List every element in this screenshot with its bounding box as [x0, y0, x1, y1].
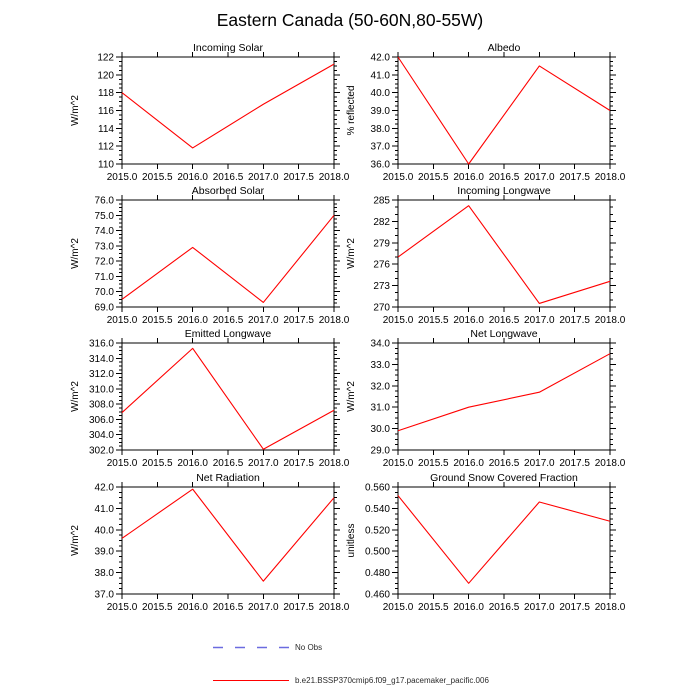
- y-tick-label: 30.0: [370, 424, 390, 436]
- y-tick-label: 41.0: [370, 70, 390, 82]
- axis-ticks: [116, 338, 340, 455]
- y-tick-label: 273: [373, 281, 390, 293]
- chart-title: Net Longwave: [470, 328, 538, 340]
- plot-border: [122, 343, 334, 450]
- y-tick-label: 32.0: [370, 381, 390, 393]
- y-tick-label: 0.560: [364, 482, 390, 494]
- y-tick-label: 75.0: [94, 210, 114, 222]
- chart-title: Albedo: [487, 42, 521, 54]
- y-tick-label: 38.0: [370, 123, 390, 135]
- y-tick-label: 282: [373, 216, 390, 228]
- y-tick-label: 71.0: [94, 271, 114, 283]
- chart-title: Net Radiation: [196, 472, 260, 484]
- chart-title: Absorbed Solar: [191, 185, 265, 197]
- legend-entry-no-obs: [213, 643, 322, 652]
- axis-ticks: [392, 338, 616, 455]
- y-tick-label: 74.0: [94, 226, 114, 238]
- x-tick-label: 2018.0: [594, 172, 626, 183]
- y-tick-label: 118: [98, 88, 114, 100]
- y-tick-label: 33.0: [370, 359, 390, 371]
- x-tick-label: 2017.5: [283, 602, 314, 613]
- y-tick-label: 276: [373, 259, 390, 271]
- x-tick-label: 2017.5: [283, 458, 314, 469]
- chart-title: Ground Snow Covered Fraction: [430, 472, 578, 484]
- series-line: [398, 354, 610, 431]
- y-tick-label: 310.0: [88, 384, 114, 396]
- y-tick-label: 76.0: [94, 195, 114, 207]
- y-tick-label: 110: [98, 159, 114, 171]
- y-tick-label: 312.0: [88, 369, 114, 381]
- chart-net-longwave: [346, 328, 626, 469]
- series-line: [398, 206, 610, 304]
- x-tick-label: 2017.5: [559, 172, 590, 183]
- series-line: [398, 57, 610, 164]
- x-tick-label: 2016.0: [177, 602, 208, 613]
- x-tick-label: 2015.5: [142, 172, 173, 183]
- x-tick-label: 2017.5: [559, 315, 590, 326]
- x-tick-label: 2016.0: [453, 172, 484, 183]
- x-tick-label: 2015.5: [418, 458, 449, 469]
- y-tick-label: 37.0: [370, 141, 390, 153]
- y-tick-label: 302.0: [88, 445, 114, 457]
- x-tick-label: 2016.5: [212, 602, 244, 613]
- x-tick-label: 2016.5: [212, 315, 244, 326]
- y-tick-label: 314.0: [88, 353, 114, 365]
- y-tick-label: 41.0: [94, 503, 114, 515]
- x-tick-label: 2016.5: [212, 458, 244, 469]
- chart-incoming-longwave: [346, 185, 626, 326]
- x-tick-label: 2015.5: [142, 458, 173, 469]
- y-axis-label: W/m^2: [70, 381, 81, 412]
- y-axis-label: % reflected: [346, 85, 357, 136]
- y-axis-label: W/m^2: [346, 238, 357, 269]
- x-tick-label: 2016.0: [453, 602, 484, 613]
- x-tick-label: 2015.5: [418, 602, 449, 613]
- x-tick-label: 2018.0: [594, 315, 626, 326]
- y-tick-label: 0.480: [364, 568, 390, 580]
- y-tick-label: 0.520: [364, 525, 390, 537]
- x-tick-label: 2017.0: [248, 602, 279, 613]
- x-tick-label: 2018.0: [318, 458, 350, 469]
- chart-ground-snow-covered-fraction: [346, 472, 626, 613]
- x-tick-label: 2017.0: [524, 315, 555, 326]
- y-tick-label: 36.0: [370, 159, 390, 171]
- x-tick-label: 2018.0: [318, 602, 350, 613]
- x-tick-label: 2015.0: [382, 458, 414, 469]
- x-tick-label: 2018.0: [594, 602, 626, 613]
- chart-title: Emitted Longwave: [184, 328, 272, 340]
- series-line: [122, 64, 334, 148]
- y-tick-label: 38.0: [94, 568, 114, 580]
- plot-border: [398, 57, 610, 164]
- page-title: Eastern Canada (50-60N,80-55W): [216, 10, 484, 30]
- x-tick-label: 2015.0: [106, 315, 138, 326]
- x-tick-label: 2015.0: [382, 172, 414, 183]
- y-tick-label: 31.0: [370, 402, 390, 414]
- x-tick-label: 2016.5: [488, 602, 520, 613]
- y-tick-label: 122: [97, 52, 114, 64]
- y-tick-label: 0.460: [364, 589, 390, 601]
- chart-incoming-solar: [70, 42, 350, 183]
- y-tick-label: 270: [373, 302, 390, 314]
- x-tick-label: 2016.5: [488, 315, 520, 326]
- chart-albedo: [346, 42, 626, 183]
- legend-solid-line-icon: [213, 676, 289, 685]
- axis-ticks: [392, 52, 616, 169]
- x-tick-label: 2017.5: [283, 315, 314, 326]
- y-tick-label: 39.0: [370, 106, 390, 117]
- x-tick-label: 2017.0: [524, 458, 555, 469]
- x-tick-label: 2015.5: [418, 172, 449, 183]
- y-tick-label: 73.0: [94, 241, 114, 253]
- y-tick-label: 29.0: [370, 445, 390, 457]
- x-tick-label: 2015.0: [106, 458, 138, 469]
- y-tick-label: 306.0: [88, 414, 114, 426]
- y-tick-label: 0.540: [364, 503, 390, 515]
- y-tick-label: 39.0: [94, 546, 114, 558]
- chart-absorbed-solar: [70, 185, 350, 326]
- x-tick-label: 2015.0: [382, 602, 414, 613]
- x-tick-label: 2018.0: [318, 315, 350, 326]
- x-tick-label: 2015.0: [106, 172, 138, 183]
- x-tick-label: 2017.0: [248, 458, 279, 469]
- x-tick-label: 2017.5: [559, 458, 590, 469]
- y-tick-label: 285: [373, 195, 390, 207]
- y-tick-label: 316.0: [88, 338, 114, 350]
- y-tick-label: 279: [373, 238, 390, 250]
- y-axis-label: W/m^2: [346, 381, 357, 412]
- legend-label-no-obs: No Obs: [295, 643, 323, 652]
- chart-net-radiation: [70, 472, 350, 613]
- x-tick-label: 2018.0: [318, 172, 350, 183]
- x-tick-label: 2017.5: [283, 172, 314, 183]
- legend-entry-model: [213, 676, 489, 685]
- x-tick-label: 2016.0: [177, 315, 208, 326]
- x-tick-label: 2016.5: [212, 172, 244, 183]
- x-tick-label: 2016.5: [488, 458, 520, 469]
- x-tick-label: 2016.0: [453, 458, 484, 469]
- y-tick-label: 42.0: [370, 52, 390, 64]
- x-tick-label: 2015.0: [382, 315, 414, 326]
- y-tick-label: 304.0: [88, 430, 114, 442]
- x-tick-label: 2016.0: [453, 315, 484, 326]
- chart-title: Incoming Solar: [192, 42, 264, 54]
- y-tick-label: 114: [98, 123, 114, 135]
- y-axis-label: W/m^2: [70, 525, 81, 556]
- plot-border: [122, 57, 334, 164]
- legend-dashed-line-icon: [213, 643, 289, 652]
- axis-ticks: [392, 195, 616, 312]
- series-line: [122, 489, 334, 581]
- chart-emitted-longwave: [70, 328, 350, 469]
- x-tick-label: 2016.0: [177, 172, 208, 183]
- x-tick-label: 2016.5: [488, 172, 520, 183]
- plot-border: [122, 200, 334, 307]
- x-tick-label: 2015.5: [142, 602, 173, 613]
- axis-ticks: [116, 52, 340, 169]
- x-tick-label: 2016.0: [177, 458, 208, 469]
- y-axis-label: W/m^2: [70, 238, 81, 269]
- y-tick-label: 72.0: [94, 256, 114, 268]
- y-tick-label: 37.0: [94, 589, 114, 601]
- y-tick-label: 112: [98, 141, 114, 153]
- plot-border: [122, 487, 334, 594]
- legend-label-model: b.e21.BSSP370cmip6.f09_g17.pacemaker_pacific.006: [295, 676, 489, 685]
- plot-border: [398, 343, 610, 450]
- axis-ticks: [116, 482, 340, 599]
- x-tick-label: 2015.5: [142, 315, 173, 326]
- y-tick-label: 308.0: [88, 399, 114, 411]
- x-tick-label: 2017.0: [524, 602, 555, 613]
- axis-ticks: [392, 482, 616, 599]
- x-tick-label: 2017.0: [248, 172, 279, 183]
- series-line: [122, 348, 334, 449]
- y-tick-label: 40.0: [370, 88, 390, 100]
- x-tick-label: 2017.0: [524, 172, 555, 183]
- x-tick-label: 2015.0: [106, 602, 138, 613]
- axis-ticks: [116, 195, 340, 312]
- y-axis-label: unitless: [346, 523, 357, 558]
- x-tick-label: 2018.0: [594, 458, 626, 469]
- y-tick-label: 120: [97, 70, 114, 82]
- y-tick-label: 69.0: [94, 302, 114, 314]
- x-tick-label: 2015.5: [418, 315, 449, 326]
- y-tick-label: 0.500: [364, 546, 390, 558]
- y-tick-label: 70.0: [94, 287, 114, 299]
- y-axis-label: W/m^2: [70, 95, 81, 126]
- series-line: [398, 496, 610, 584]
- plot-border: [398, 487, 610, 594]
- series-line: [122, 215, 334, 302]
- chart-title: Incoming Longwave: [457, 185, 551, 197]
- y-tick-label: 40.0: [94, 525, 114, 537]
- y-tick-label: 116: [98, 106, 114, 117]
- x-tick-label: 2017.5: [559, 602, 590, 613]
- x-tick-label: 2017.0: [248, 315, 279, 326]
- y-tick-label: 42.0: [94, 482, 114, 494]
- y-tick-label: 34.0: [370, 338, 390, 350]
